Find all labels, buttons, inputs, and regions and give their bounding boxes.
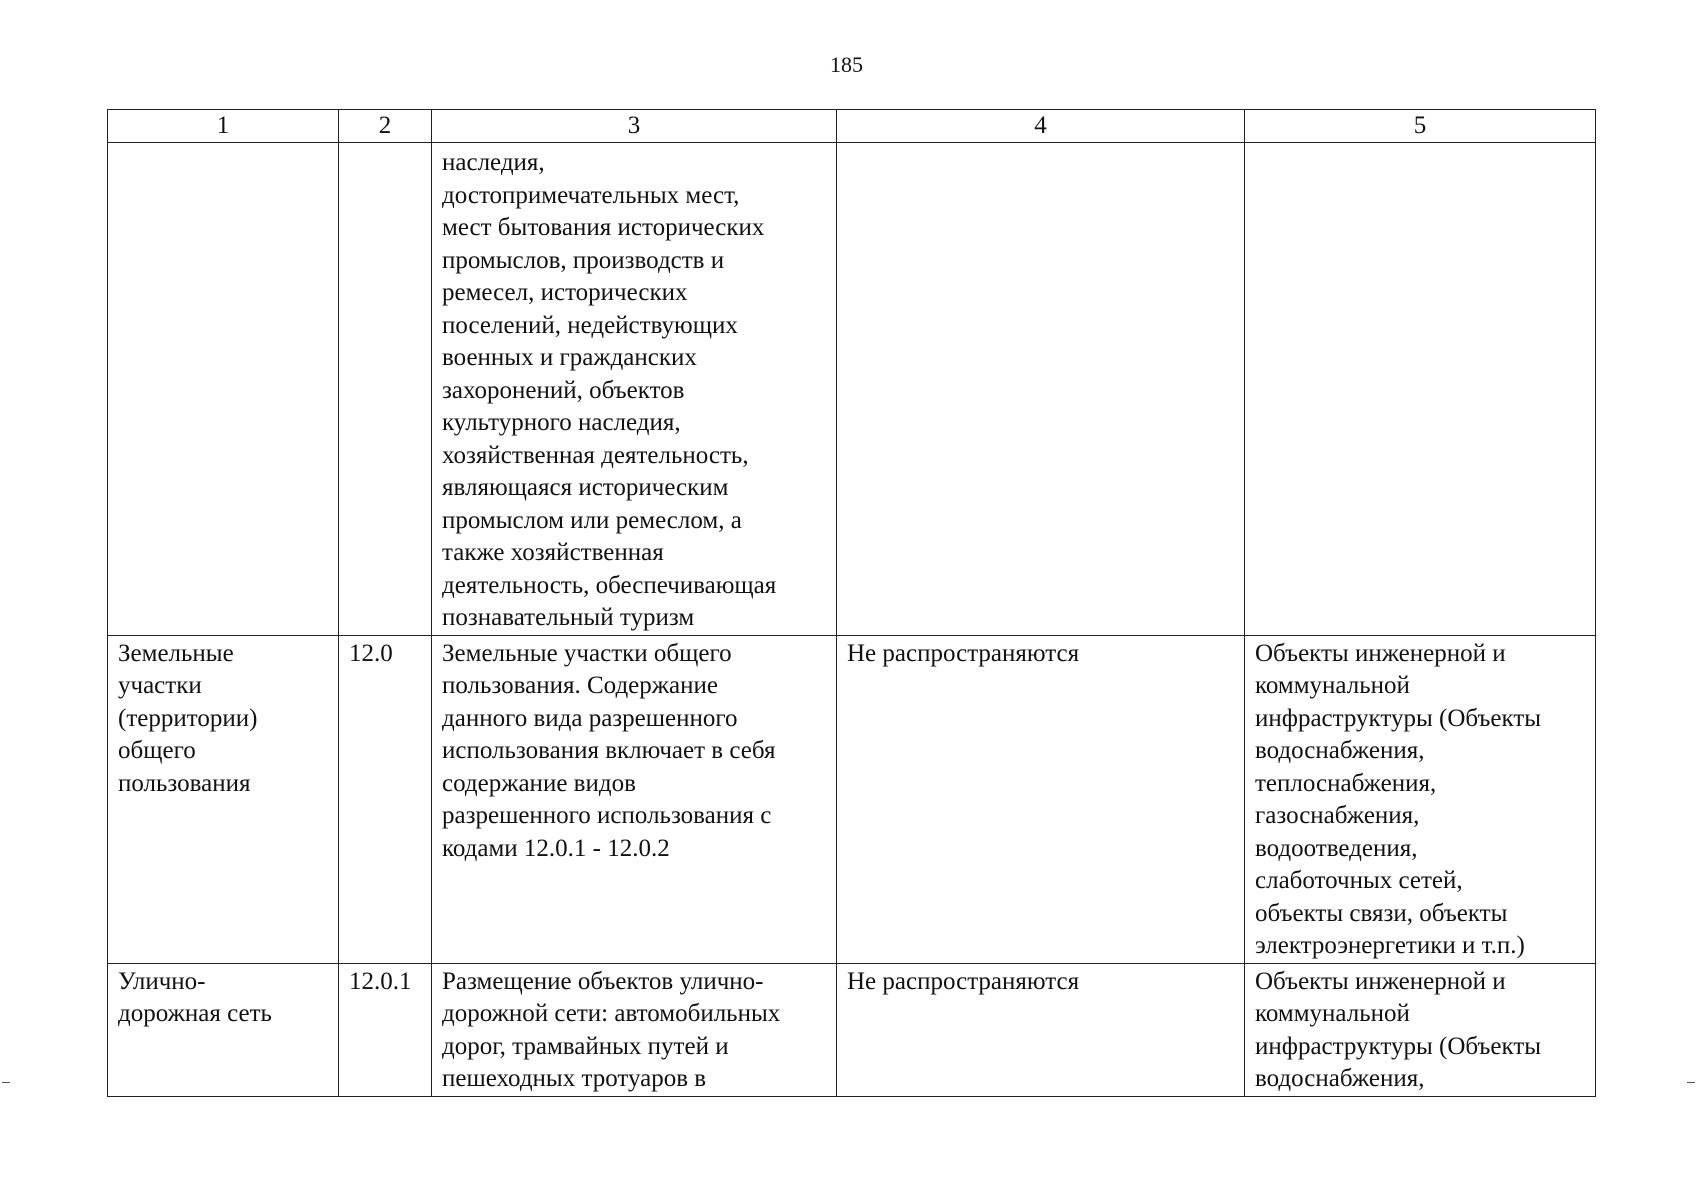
page-number-text: 185 [830, 52, 863, 77]
header-row [108, 110, 1596, 143]
cell-code: 12.0 [339, 635, 432, 963]
cell-regulations [837, 143, 1245, 636]
land-use-table [107, 109, 1596, 1097]
header-col-4: 4 [837, 110, 1245, 143]
table-row [108, 635, 1596, 963]
page-number [0, 52, 1697, 78]
cell-description: Земельные участки общего пользования. Содержание данного вида разрешенного использования включает в себя содержание видов разрешенного использования с кодами 12.0.1 - 12.0.2 [432, 635, 837, 963]
header-col-2: 2 [339, 110, 432, 143]
left-margin-mark [2, 1082, 10, 1083]
cell-objects [1245, 143, 1596, 636]
cell-code: 12.0.1 [339, 963, 432, 1096]
cell-description: наследия, достопримечательных мест, мест бытования исторических промыслов, производств и ремесел, исторических поселений, недействующих военных и гражданских захоронений, объектов культурного наследия, хозяйственная деятельность, являющаяся историческим промыслом или ремеслом, а также хозяйственная деятельность, обеспечивающая познавательный туризм [432, 143, 837, 636]
cell-name: Улично- дорожная сеть [108, 963, 339, 1096]
table-row [108, 143, 1596, 636]
cell-name: Земельные участки (территории) общего пользования [108, 635, 339, 963]
cell-description: Размещение объектов улично- дорожной сети: автомобильных дорог, трамвайных путей и пешеходных тротуаров в [432, 963, 837, 1096]
header-col-1: 1 [108, 110, 339, 143]
header-col-3: 3 [432, 110, 837, 143]
right-margin-mark [1687, 1082, 1695, 1083]
cell-objects: Объекты инженерной и коммунальной инфраструктуры (Объекты водоснабжения, теплоснабжения, газоснабжения, водоотведения, слаботочных сетей, объекты связи, объекты электроэнергетики и т.п.) [1245, 635, 1596, 963]
cell-objects: Объекты инженерной и коммунальной инфраструктуры (Объекты водоснабжения, [1245, 963, 1596, 1096]
cell-regulations: Не распространяются [837, 635, 1245, 963]
cell-code [339, 143, 432, 636]
table-row [108, 963, 1596, 1096]
header-col-5: 5 [1245, 110, 1596, 143]
table-header [108, 110, 1596, 143]
cell-name [108, 143, 339, 636]
cell-regulations: Не распространяются [837, 963, 1245, 1096]
